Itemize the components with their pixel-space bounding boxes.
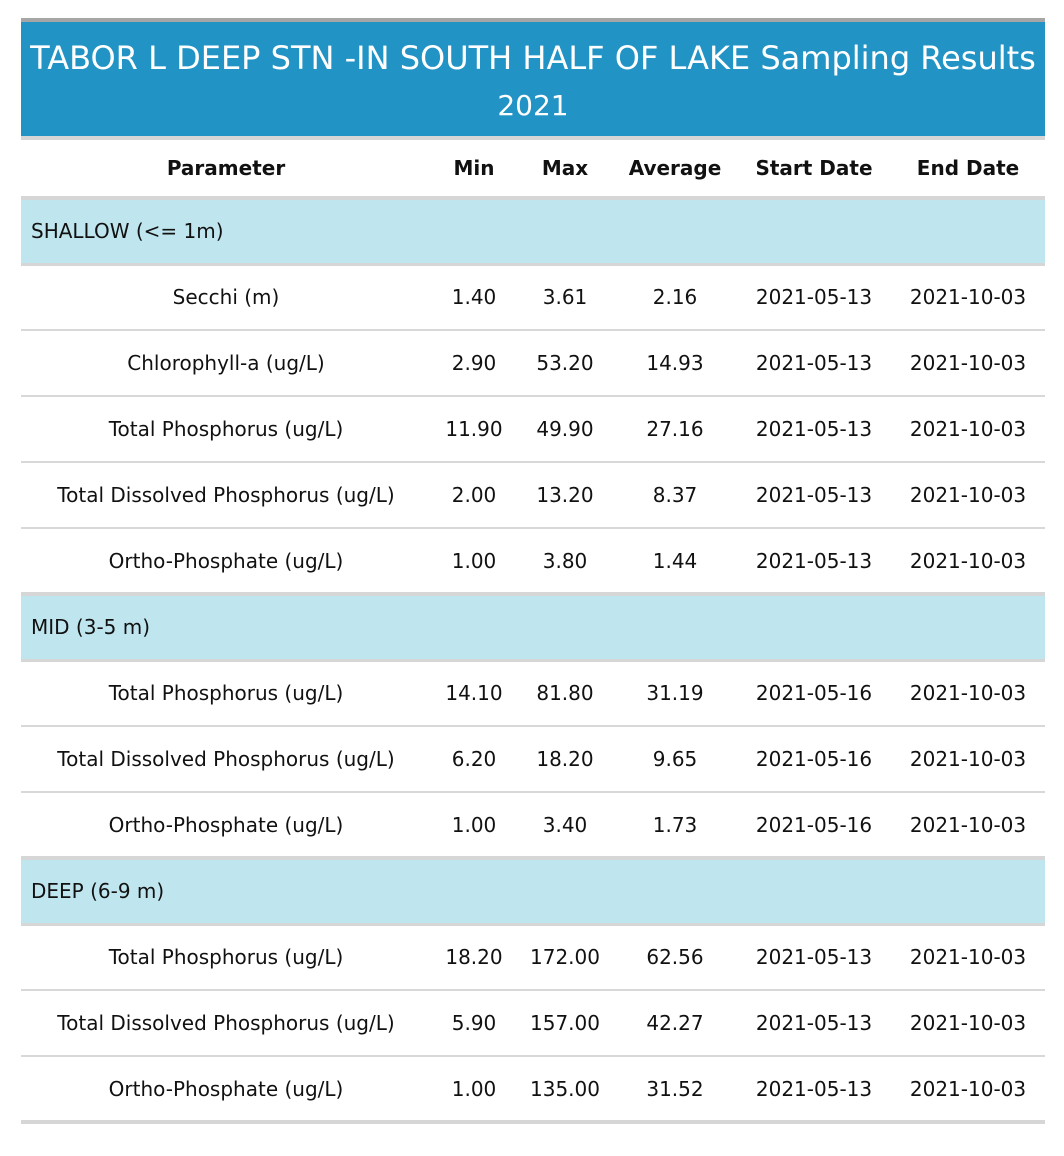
end-date-cell: 2021-10-03 (891, 396, 1045, 462)
start-date-cell: 2021-05-13 (737, 330, 891, 396)
report-year: 2021 (497, 89, 569, 122)
table-row (21, 726, 1045, 792)
min-cell: 1.40 (431, 264, 517, 330)
parameter-cell: Total Phosphorus (ug/L) (21, 660, 431, 726)
min-cell: 18.20 (431, 924, 517, 990)
table-row (21, 462, 1045, 528)
start-date-cell: 2021-05-13 (737, 528, 891, 594)
group-row-shallow (21, 198, 1045, 264)
group-label: SHALLOW (<= 1m) (21, 198, 1045, 264)
start-date-cell: 2021-05-13 (737, 462, 891, 528)
table-row (21, 1056, 1045, 1122)
end-date-cell: 2021-10-03 (891, 660, 1045, 726)
min-cell: 11.90 (431, 396, 517, 462)
report-title: TABOR L DEEP STN -IN SOUTH HALF OF LAKE Sampling Results (30, 39, 1036, 77)
min-cell: 2.00 (431, 462, 517, 528)
max-cell: 13.20 (517, 462, 613, 528)
average-cell: 31.19 (613, 660, 737, 726)
parameter-cell: Total Dissolved Phosphorus (ug/L) (21, 726, 431, 792)
table-row (21, 924, 1045, 990)
end-date-cell: 2021-10-03 (891, 924, 1045, 990)
group-label: DEEP (6-9 m) (21, 858, 1045, 924)
table-row (21, 792, 1045, 858)
max-cell: 3.40 (517, 792, 613, 858)
min-cell: 2.90 (431, 330, 517, 396)
start-date-cell: 2021-05-13 (737, 396, 891, 462)
max-cell: 135.00 (517, 1056, 613, 1122)
max-cell: 49.90 (517, 396, 613, 462)
min-cell: 6.20 (431, 726, 517, 792)
title-banner (21, 18, 1045, 136)
table-row (21, 528, 1045, 594)
max-cell: 81.80 (517, 660, 613, 726)
max-cell: 53.20 (517, 330, 613, 396)
column-header-max: Max (517, 138, 613, 198)
start-date-cell: 2021-05-13 (737, 1056, 891, 1122)
parameter-cell: Chlorophyll-a (ug/L) (21, 330, 431, 396)
end-date-cell: 2021-10-03 (891, 792, 1045, 858)
parameter-cell: Ortho-Phosphate (ug/L) (21, 1056, 431, 1122)
parameter-cell: Ortho-Phosphate (ug/L) (21, 792, 431, 858)
column-header-min: Min (431, 138, 517, 198)
min-cell: 5.90 (431, 990, 517, 1056)
end-date-cell: 2021-10-03 (891, 528, 1045, 594)
average-cell: 14.93 (613, 330, 737, 396)
parameter-cell: Secchi (m) (21, 264, 431, 330)
group-label: MID (3-5 m) (21, 594, 1045, 660)
parameter-cell: Total Dissolved Phosphorus (ug/L) (21, 462, 431, 528)
max-cell: 3.61 (517, 264, 613, 330)
group-row-mid (21, 594, 1045, 660)
average-cell: 31.52 (613, 1056, 737, 1122)
end-date-cell: 2021-10-03 (891, 990, 1045, 1056)
results-table-body (21, 198, 1045, 1122)
table-row (21, 264, 1045, 330)
parameter-cell: Total Dissolved Phosphorus (ug/L) (21, 990, 431, 1056)
end-date-cell: 2021-10-03 (891, 726, 1045, 792)
end-date-cell: 2021-10-03 (891, 330, 1045, 396)
end-date-cell: 2021-10-03 (891, 1056, 1045, 1122)
average-cell: 62.56 (613, 924, 737, 990)
max-cell: 172.00 (517, 924, 613, 990)
column-header-end-date: End Date (891, 138, 1045, 198)
start-date-cell: 2021-05-16 (737, 792, 891, 858)
start-date-cell: 2021-05-13 (737, 924, 891, 990)
average-cell: 27.16 (613, 396, 737, 462)
average-cell: 1.44 (613, 528, 737, 594)
table-row (21, 396, 1045, 462)
start-date-cell: 2021-05-16 (737, 660, 891, 726)
min-cell: 1.00 (431, 528, 517, 594)
start-date-cell: 2021-05-13 (737, 264, 891, 330)
max-cell: 157.00 (517, 990, 613, 1056)
start-date-cell: 2021-05-13 (737, 990, 891, 1056)
average-cell: 8.37 (613, 462, 737, 528)
column-header-parameter: Parameter (21, 138, 431, 198)
group-row-deep (21, 858, 1045, 924)
parameter-cell: Ortho-Phosphate (ug/L) (21, 528, 431, 594)
column-header-average: Average (613, 138, 737, 198)
table-header-row (21, 138, 1045, 198)
start-date-cell: 2021-05-16 (737, 726, 891, 792)
max-cell: 3.80 (517, 528, 613, 594)
sampling-results-report (21, 18, 1045, 1124)
parameter-cell: Total Phosphorus (ug/L) (21, 924, 431, 990)
parameter-cell: Total Phosphorus (ug/L) (21, 396, 431, 462)
column-header-start-date: Start Date (737, 138, 891, 198)
results-table (21, 136, 1045, 1124)
table-row (21, 330, 1045, 396)
average-cell: 1.73 (613, 792, 737, 858)
table-row (21, 990, 1045, 1056)
min-cell: 14.10 (431, 660, 517, 726)
min-cell: 1.00 (431, 792, 517, 858)
end-date-cell: 2021-10-03 (891, 264, 1045, 330)
min-cell: 1.00 (431, 1056, 517, 1122)
end-date-cell: 2021-10-03 (891, 462, 1045, 528)
table-row (21, 660, 1045, 726)
average-cell: 9.65 (613, 726, 737, 792)
max-cell: 18.20 (517, 726, 613, 792)
average-cell: 42.27 (613, 990, 737, 1056)
average-cell: 2.16 (613, 264, 737, 330)
